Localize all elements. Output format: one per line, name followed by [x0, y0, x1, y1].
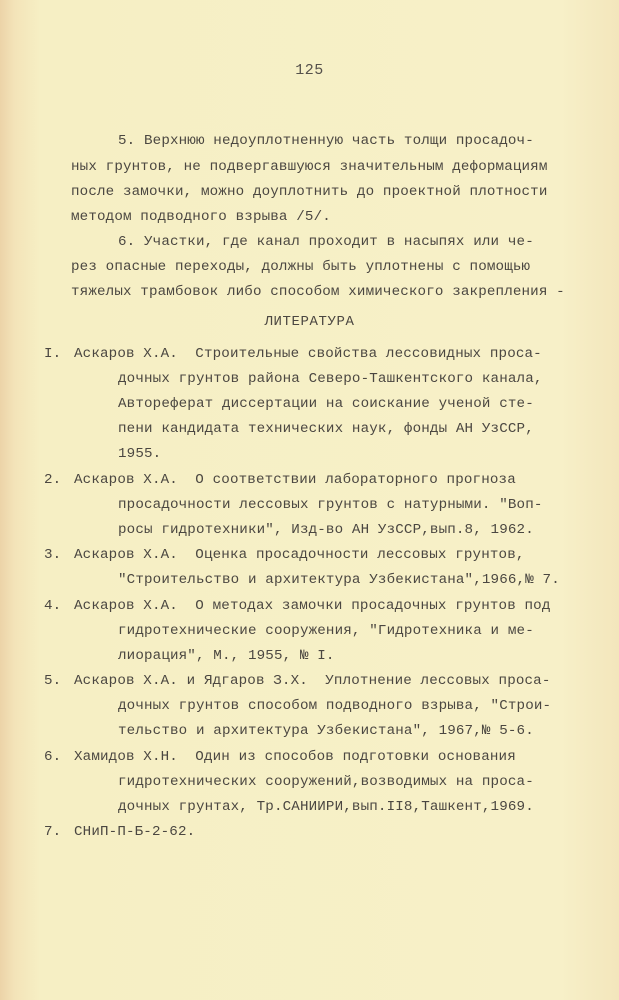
- text-line: ных грунтов, не подвергавшуюся значительным деформациям: [71, 159, 548, 175]
- text-line: тяжелых трамбовок либо способом химического закрепления -: [71, 284, 565, 300]
- text-line: дочных грунтах, Тр.САНИИРИ,вып.II8,Ташкент,1969.: [118, 799, 534, 815]
- text-line: 6. Участки, где канал проходит в насыпях или че-: [118, 234, 534, 250]
- text-line: Аскаров Х.А. и Ядгаров З.Х. Уплотнение лессовых проса-: [74, 673, 551, 689]
- text-line: методом подводного взрыва /5/.: [71, 209, 331, 225]
- text-line: дочных грунтов района Северо-Ташкентского канала,: [118, 371, 543, 387]
- text-line: дочных грунтов способом подводного взрыва, "Строи-: [118, 698, 552, 714]
- text-line: Аскаров Х.А. О методах замочки просадочных грунтов под: [74, 598, 551, 614]
- reference-number: 3.: [44, 547, 62, 563]
- text-line: Аскаров Х.А. Строительные свойства лессовидных проса-: [74, 346, 542, 362]
- reference-number: 6.: [44, 749, 62, 765]
- text-line: Хамидов Х.Н. Один из способов подготовки основания: [74, 749, 516, 765]
- text-line: просадочности лессовых грунтов с натурными. "Воп-: [118, 497, 543, 513]
- text-line: лиорация", М., 1955, № I.: [118, 648, 335, 664]
- text-line: после замочки, можно доуплотнить до проектной плотности: [71, 184, 548, 200]
- reference-number: I.: [44, 346, 62, 362]
- reference-number: 5.: [44, 673, 62, 689]
- references-heading: ЛИТЕРАТУРА: [264, 314, 355, 330]
- text-line: гидротехнических сооружений,возводимых на проса-: [118, 774, 534, 790]
- reference-number: 7.: [44, 824, 62, 840]
- text-line: рез опасные переходы, должны быть уплотнены с помощью: [71, 259, 531, 275]
- text-line: гидротехнические сооружения, "Гидротехника и ме-: [118, 623, 534, 639]
- text-line: 1955.: [118, 446, 162, 462]
- reference-number: 2.: [44, 472, 62, 488]
- text-line: 5. Верхнюю недоуплотненную часть толщи просадоч-: [118, 133, 534, 149]
- page-number: 125: [295, 62, 324, 79]
- text-line: "Строительство и архитектура Узбекистана",1966,№ 7.: [118, 572, 560, 588]
- text-line: Аскаров Х.А. Оценка просадочности лессовых грунтов,: [74, 547, 525, 563]
- text-line: Автореферат диссертации на соискание ученой сте-: [118, 396, 534, 412]
- text-line: тельство и архитектура Узбекистана", 1967,№ 5-6.: [118, 723, 534, 739]
- text-line: пени кандидата технических наук, фонды АН УзССР,: [118, 421, 534, 437]
- text-line: СНиП-П-Б-2-62.: [74, 824, 196, 840]
- text-line: Аскаров Х.А. О соответствии лабораторного прогноза: [74, 472, 516, 488]
- reference-number: 4.: [44, 598, 62, 614]
- text-line: росы гидротехники", Изд-во АН УзССР,вып.8, 1962.: [118, 522, 534, 538]
